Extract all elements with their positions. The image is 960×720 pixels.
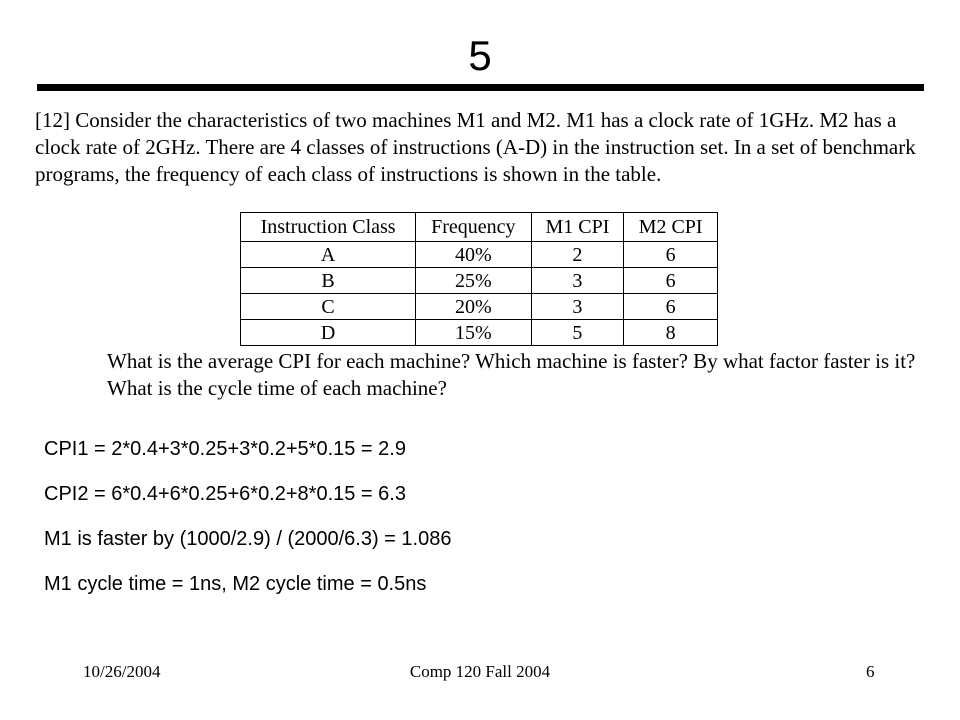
cell-m1-cpi: 3 [531, 294, 624, 320]
answer-cycle-time: M1 cycle time = 1ns, M2 cycle time = 0.5ns [44, 573, 427, 595]
cell-class: D [241, 320, 416, 346]
slide-title: 5 [468, 32, 492, 79]
answer-speedup: M1 is faster by (1000/2.9) / (2000/6.3) = 1.086 [44, 528, 452, 550]
question-text: What is the average CPI for each machine? Which machine is faster? By what factor faster is it? What is the cycle time of each machine? [107, 349, 916, 400]
cell-class: B [241, 268, 416, 294]
table-row [241, 268, 718, 294]
cell-frequency: 40% [416, 242, 531, 268]
header-instruction-class: Instruction Class [241, 213, 416, 242]
cell-m2-cpi: 6 [624, 268, 718, 294]
problem-statement: [12] Consider the characteristics of two machines M1 and M2. M1 has a clock rate of 1GHz. M2 has a clock rate of 2GHz. There are 4 classes of instructions (A-D) in the instruction set. In a set of benchmark programs, the frequency of each class of instructions is shown in the table. [35, 108, 916, 186]
answer-cpi1: CPI1 = 2*0.4+3*0.25+3*0.2+5*0.15 = 2.9 [44, 438, 406, 460]
table-row [241, 294, 718, 320]
cell-m1-cpi: 3 [531, 268, 624, 294]
header-frequency: Frequency [416, 213, 531, 242]
title-divider [37, 84, 924, 91]
cell-class: A [241, 242, 416, 268]
cell-m2-cpi: 6 [624, 294, 718, 320]
cell-frequency: 20% [416, 294, 531, 320]
cell-m1-cpi: 5 [531, 320, 624, 346]
table-row [241, 320, 718, 346]
footer-course: Comp 120 Fall 2004 [409, 662, 551, 681]
instruction-frequency-table [240, 212, 718, 346]
header-m1-cpi: M1 CPI [531, 213, 624, 242]
cell-frequency: 15% [416, 320, 531, 346]
answer-cpi2: CPI2 = 6*0.4+6*0.25+6*0.2+8*0.15 = 6.3 [44, 483, 406, 505]
footer-page-number: 6 [866, 662, 875, 681]
footer-date: 10/26/2004 [83, 662, 161, 681]
answer-list [44, 438, 924, 618]
cell-m2-cpi: 8 [624, 320, 718, 346]
cell-m2-cpi: 6 [624, 242, 718, 268]
header-m2-cpi: M2 CPI [624, 213, 718, 242]
cell-m1-cpi: 2 [531, 242, 624, 268]
cell-class: C [241, 294, 416, 320]
cell-frequency: 25% [416, 268, 531, 294]
table-row [241, 242, 718, 268]
table-header-row [241, 213, 718, 242]
